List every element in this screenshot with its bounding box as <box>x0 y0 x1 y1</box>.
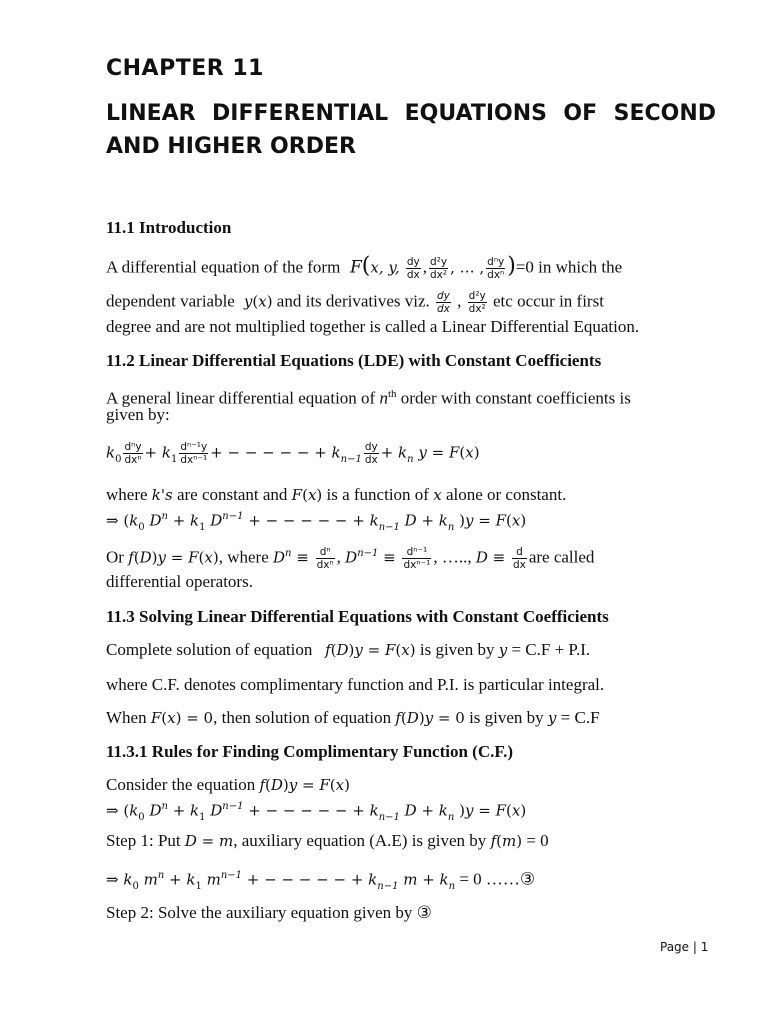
consider-line: Consider the equation f(D)y = F(x) <box>106 775 350 794</box>
intro-line-2c: etc occur in first <box>493 291 604 311</box>
then-text: , then solution of equation <box>213 708 392 727</box>
when-text: When <box>106 708 147 727</box>
operators-line-2: differential operators. <box>106 572 253 591</box>
superscript-th: th <box>387 388 397 400</box>
where-line: where k's are constant and F(x) is a function of x alone or constant. <box>106 485 567 504</box>
chapter-title-line1: LINEAR DIFFERENTIAL EQUATIONS OF SECOND <box>106 101 716 126</box>
intro-text-end: =0 in which the <box>515 257 623 277</box>
solution-line-3: When F(x) = 0, then solution of equation f(D)y = 0 is given by y = C.F <box>106 708 600 727</box>
called-text: are called <box>528 547 595 567</box>
sol-text-b: is given by <box>419 640 495 659</box>
intro-line-1: A differential equation of the form F(x, y, $\frac{dy}{dx}$ , $\frac{\text{d²y}}{\text{dx²}}$ , … , $\frac{\text{dⁿy}}{\text{dxⁿ}}$ )=0 in which the <box>106 253 623 281</box>
given-text: is given by <box>469 708 544 727</box>
step1-text-b: , auxiliary equation (A.E) is given by <box>233 831 487 850</box>
operator-form-2: ⇒ ($k_0$ $D^n + k_1$ $D^{n-1}$ + − − − − − + $k_{n-1}$ $D + k_n$ )y = F(x) <box>106 801 527 824</box>
lde-text-a: A general linear differential equation of <box>106 388 376 408</box>
where-b: are constant and <box>176 485 288 504</box>
step1-text-a: Step 1: Put <box>106 831 181 850</box>
section-heading-11-3-1: 11.3.1 Rules for Finding Complimentary Function (C.F.) <box>106 742 514 761</box>
cf-text: = C.F <box>560 708 600 727</box>
where-a: where <box>106 485 148 504</box>
lde-text-b: order with constant coefficients is <box>400 388 631 408</box>
intro-line-2a: dependent variable <box>106 291 235 311</box>
step-1-line: Step 1: Put D = m, auxiliary equation (A.E) is given by f(m) = 0 <box>106 831 549 850</box>
or-text: Or <box>106 547 124 567</box>
page-number: Page | 1 <box>660 940 709 954</box>
step1-text-c: = 0 <box>526 831 549 850</box>
consider-text: Consider the equation <box>106 775 256 794</box>
where-d: alone or constant. <box>445 485 567 504</box>
lde-line-1: A general linear differential equation of $n^{th}$ order with constant coefficients is <box>106 388 631 408</box>
where-c: is a function of <box>326 485 429 504</box>
section-heading-11-3: 11.3 Solving Linear Differential Equations with Constant Coefficients <box>106 607 609 626</box>
intro-line-2: dependent variable y(x) and its derivatives viz. $\frac{dy}{dx}$ , $\frac{\text{d²y}}{\text{dx²}}$ etc occur in first <box>106 290 604 315</box>
intro-line-3: degree and are not multiplied together is called a Linear Differential Equation. <box>106 317 640 336</box>
sol-text-a: Complete solution of equation <box>106 640 313 659</box>
operators-line: Or f(D)y = F(x), where $D^n$ ≡ $\frac{\text{dⁿ}}{\text{dxⁿ}}$ , $D^{n-1}$ ≡ $\frac{\text{dⁿ⁻¹}}{\text{dxⁿ⁻¹}}$ , ….., D ≡ $\frac{d}{dx}$ are called <box>106 546 595 572</box>
auxiliary-equation: ⇒ $k_0$ $m^n + k_1$ $m^{n-1}$ + − − − − − + $k_{n-1}$ $m + k_n = 0$ ……③ <box>106 869 536 893</box>
or-where: , where <box>218 547 269 567</box>
intro-text: A differential equation of the form <box>106 257 341 277</box>
intro-line-2b: and its derivatives viz. <box>276 291 430 311</box>
lde-general-equation: $k_0$ $\frac{\text{dⁿy}}{\text{dxⁿ}}$ + $k_1$ $\frac{\text{dⁿ⁻¹y}}{\text{dxⁿ⁻¹}}$ + − − − − − + $k_{n-1}$ $\frac{dy}{dx}$ + $k_n$ y = F(x) <box>106 441 480 466</box>
solution-line-2: where C.F. denotes complimentary function and P.I. is particular integral. <box>106 675 605 694</box>
sol-text-c: = C.F + P.I. <box>511 640 591 659</box>
section-heading-11-2: 11.2 Linear Differential Equations (LDE) with Constant Coefficients <box>106 351 602 370</box>
lde-line-2: given by: <box>106 405 170 424</box>
chapter-label: CHAPTER 11 <box>106 56 264 81</box>
section-heading-11-1: 11.1 Introduction <box>106 218 232 237</box>
ae-end-text: = 0 ……③ <box>459 869 536 889</box>
dots-text: , ….., <box>433 547 476 567</box>
operator-form-1: ⇒ ($k_0$ $D^n + k_1$ $D^{n-1}$ + − − − − − + $k_{n-1}$ $D + k_n$ )y = F(x) <box>106 511 527 534</box>
step-2-line: Step 2: Solve the auxiliary equation given by ③ <box>106 903 432 922</box>
solution-line-1: Complete solution of equation f(D)y = F(x) is given by y = C.F + P.I. <box>106 640 591 659</box>
chapter-title-line2: AND HIGHER ORDER <box>106 134 356 159</box>
